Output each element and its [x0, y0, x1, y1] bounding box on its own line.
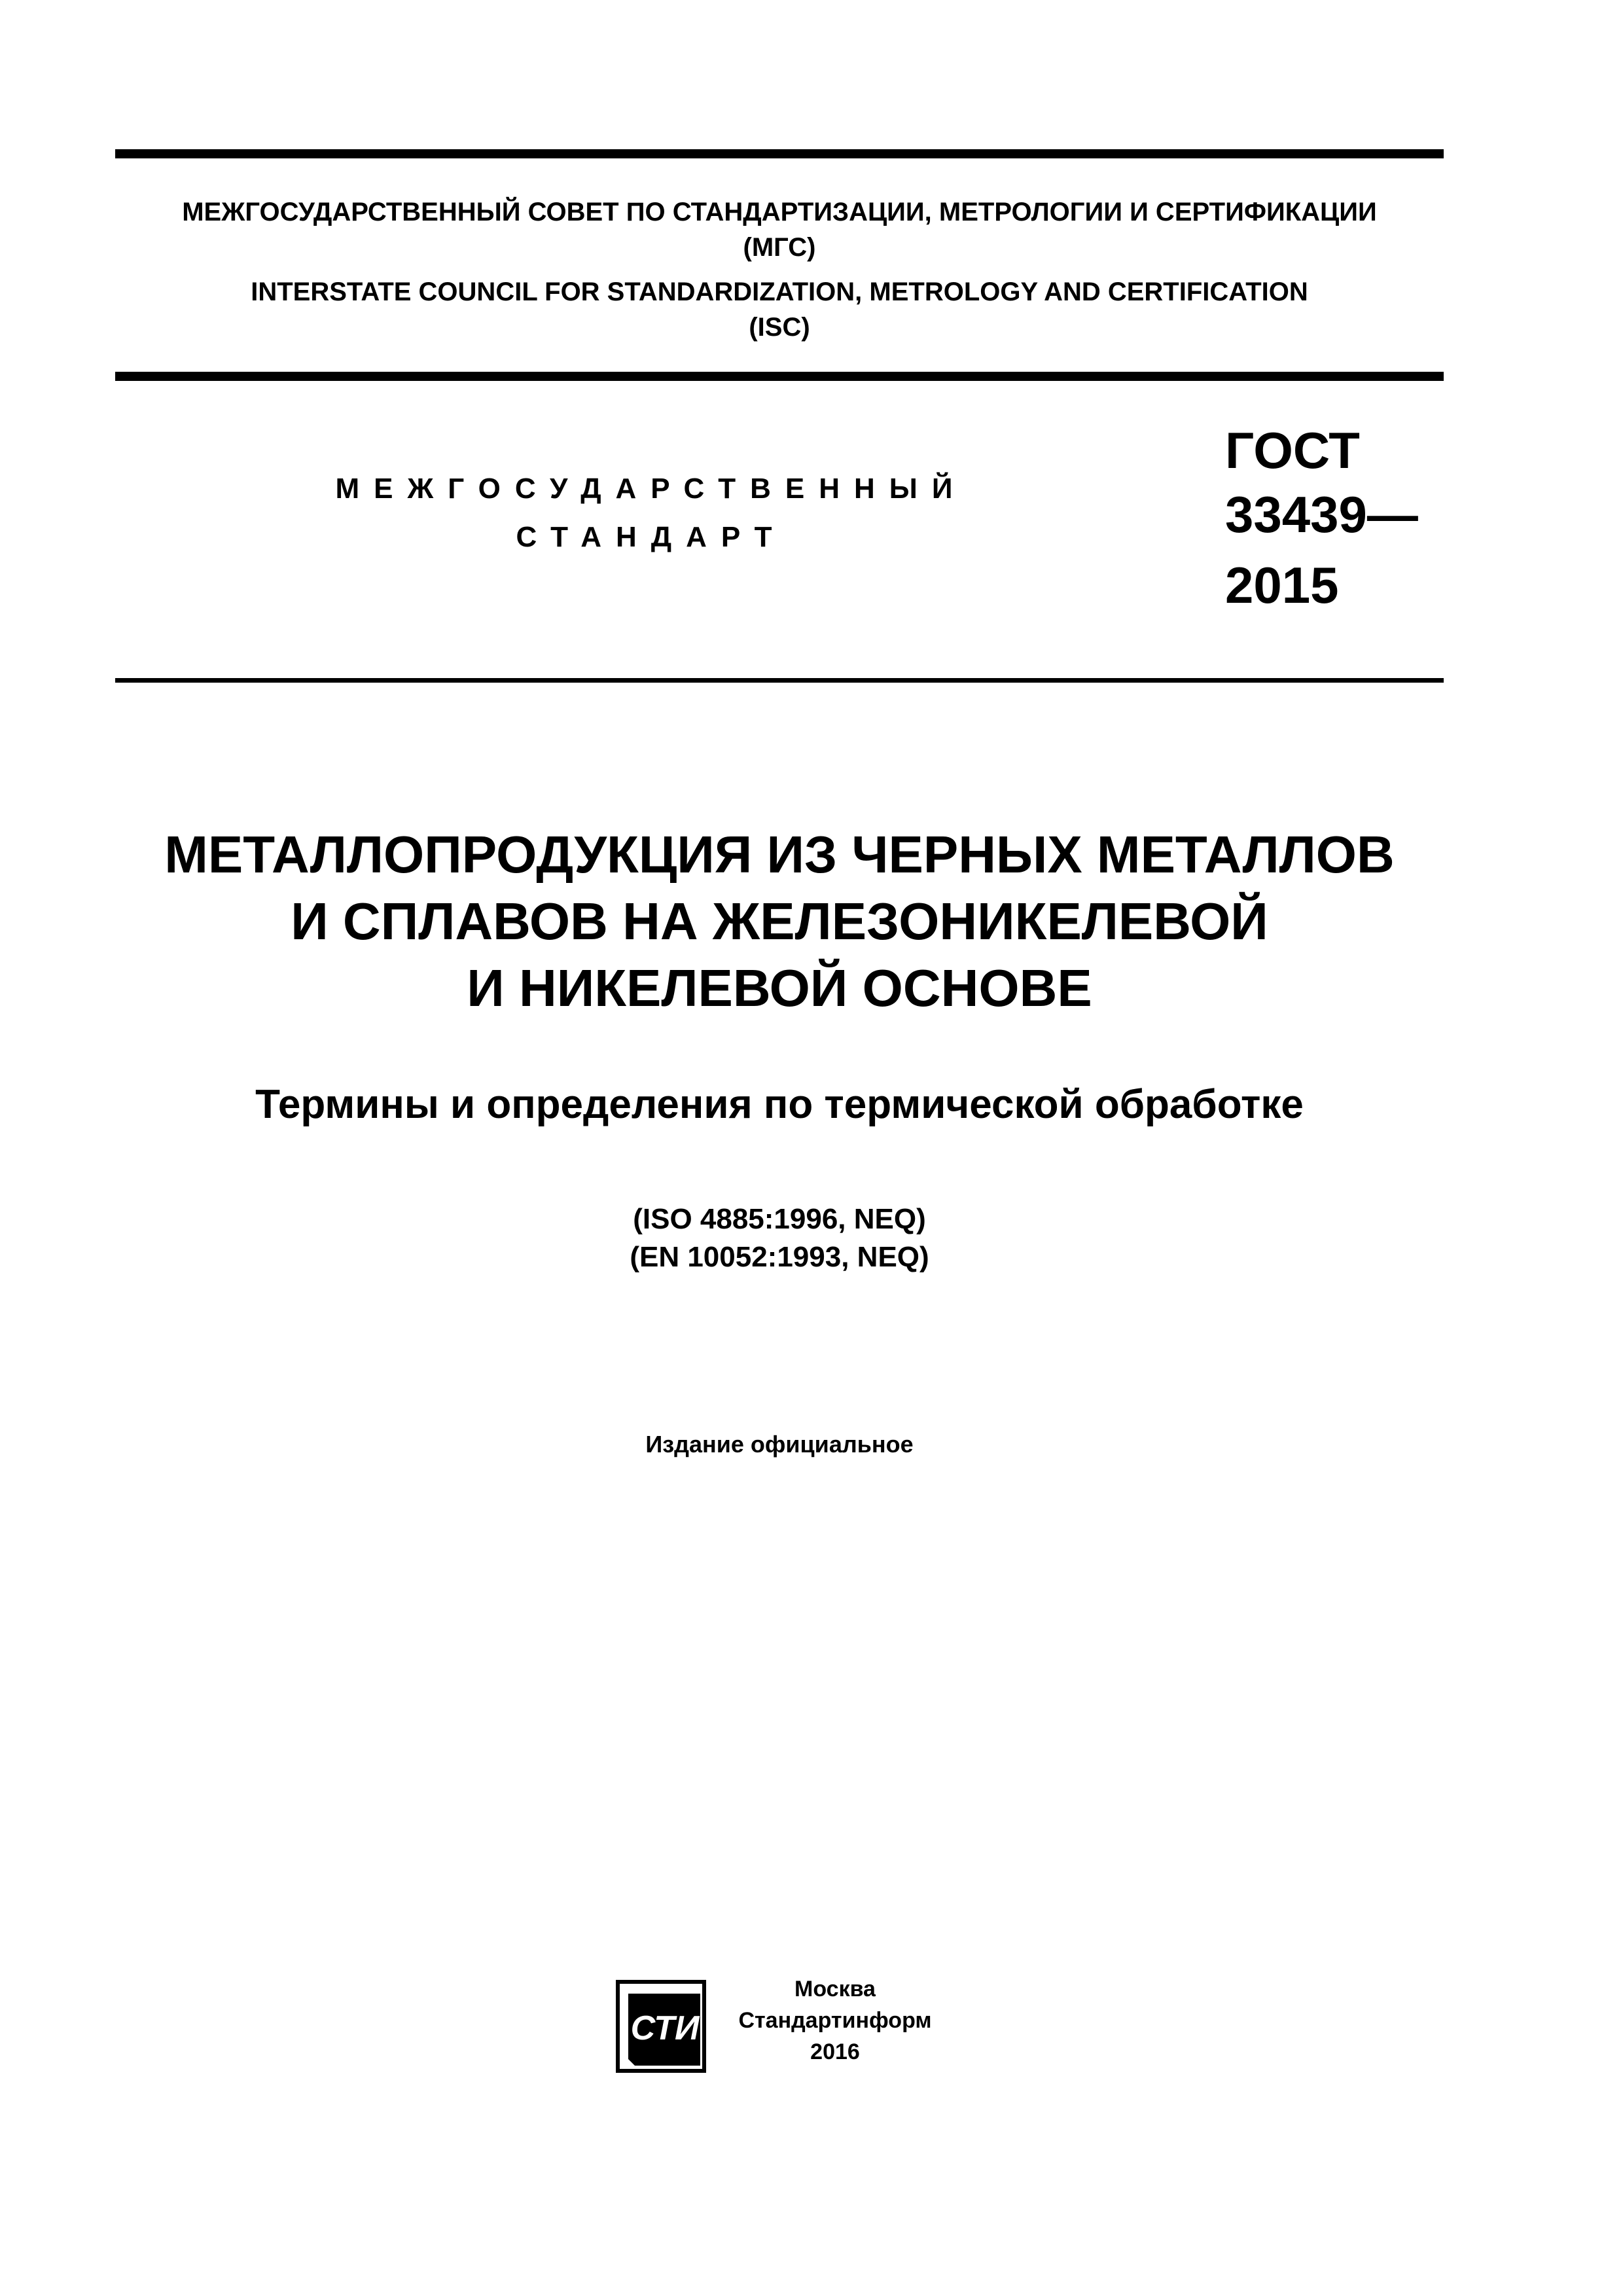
gost-year: 2015: [1225, 556, 1339, 614]
standard-bottom-rule: [115, 678, 1444, 683]
document-title-line2: И СПЛАВОВ НА ЖЕЛЕЗОНИКЕЛЕВОЙ: [291, 892, 1268, 950]
publisher-name: Стандартинформ: [738, 2008, 932, 2033]
standard-type-line2: СТАНДАРТ: [516, 521, 787, 553]
document-title-line3: И НИКЕЛЕВОЙ ОСНОВЕ: [467, 959, 1092, 1017]
publisher-year: 2016: [810, 2039, 860, 2064]
council-bottom-rule: [115, 372, 1444, 381]
gost-label: ГОСТ: [1225, 422, 1360, 479]
standard-type-line1: МЕЖГОСУДАРСТВЕННЫЙ: [335, 473, 967, 505]
edition-label: Издание официальное: [645, 1431, 914, 1458]
gost-number: 33439—: [1225, 486, 1418, 543]
reference-iso: (ISO 4885:1996, NEQ): [633, 1203, 926, 1235]
council-abbr-en: (ISC): [749, 313, 810, 342]
top-rule: [115, 149, 1444, 158]
standartinform-logo-icon: [615, 1979, 707, 2073]
document-subtitle: Термины и определения по термической обработке: [255, 1082, 1304, 1127]
council-name-ru: МЕЖГОСУДАРСТВЕННЫЙ СОВЕТ ПО СТАНДАРТИЗАЦИИ, МЕТРОЛОГИИ И СЕРТИФИКАЦИИ: [182, 198, 1377, 226]
document-title-line1: МЕТАЛЛОПРОДУКЦИЯ ИЗ ЧЕРНЫХ МЕТАЛЛОВ: [164, 825, 1395, 884]
reference-en: (EN 10052:1993, NEQ): [630, 1241, 929, 1273]
publisher-city: Москва: [794, 1977, 876, 2001]
council-name-en: INTERSTATE COUNCIL FOR STANDARDIZATION, METROLOGY AND CERTIFICATION: [251, 278, 1308, 306]
council-abbr-ru: (МГС): [743, 233, 816, 262]
svg-text:СТИ: СТИ: [630, 2009, 700, 2047]
